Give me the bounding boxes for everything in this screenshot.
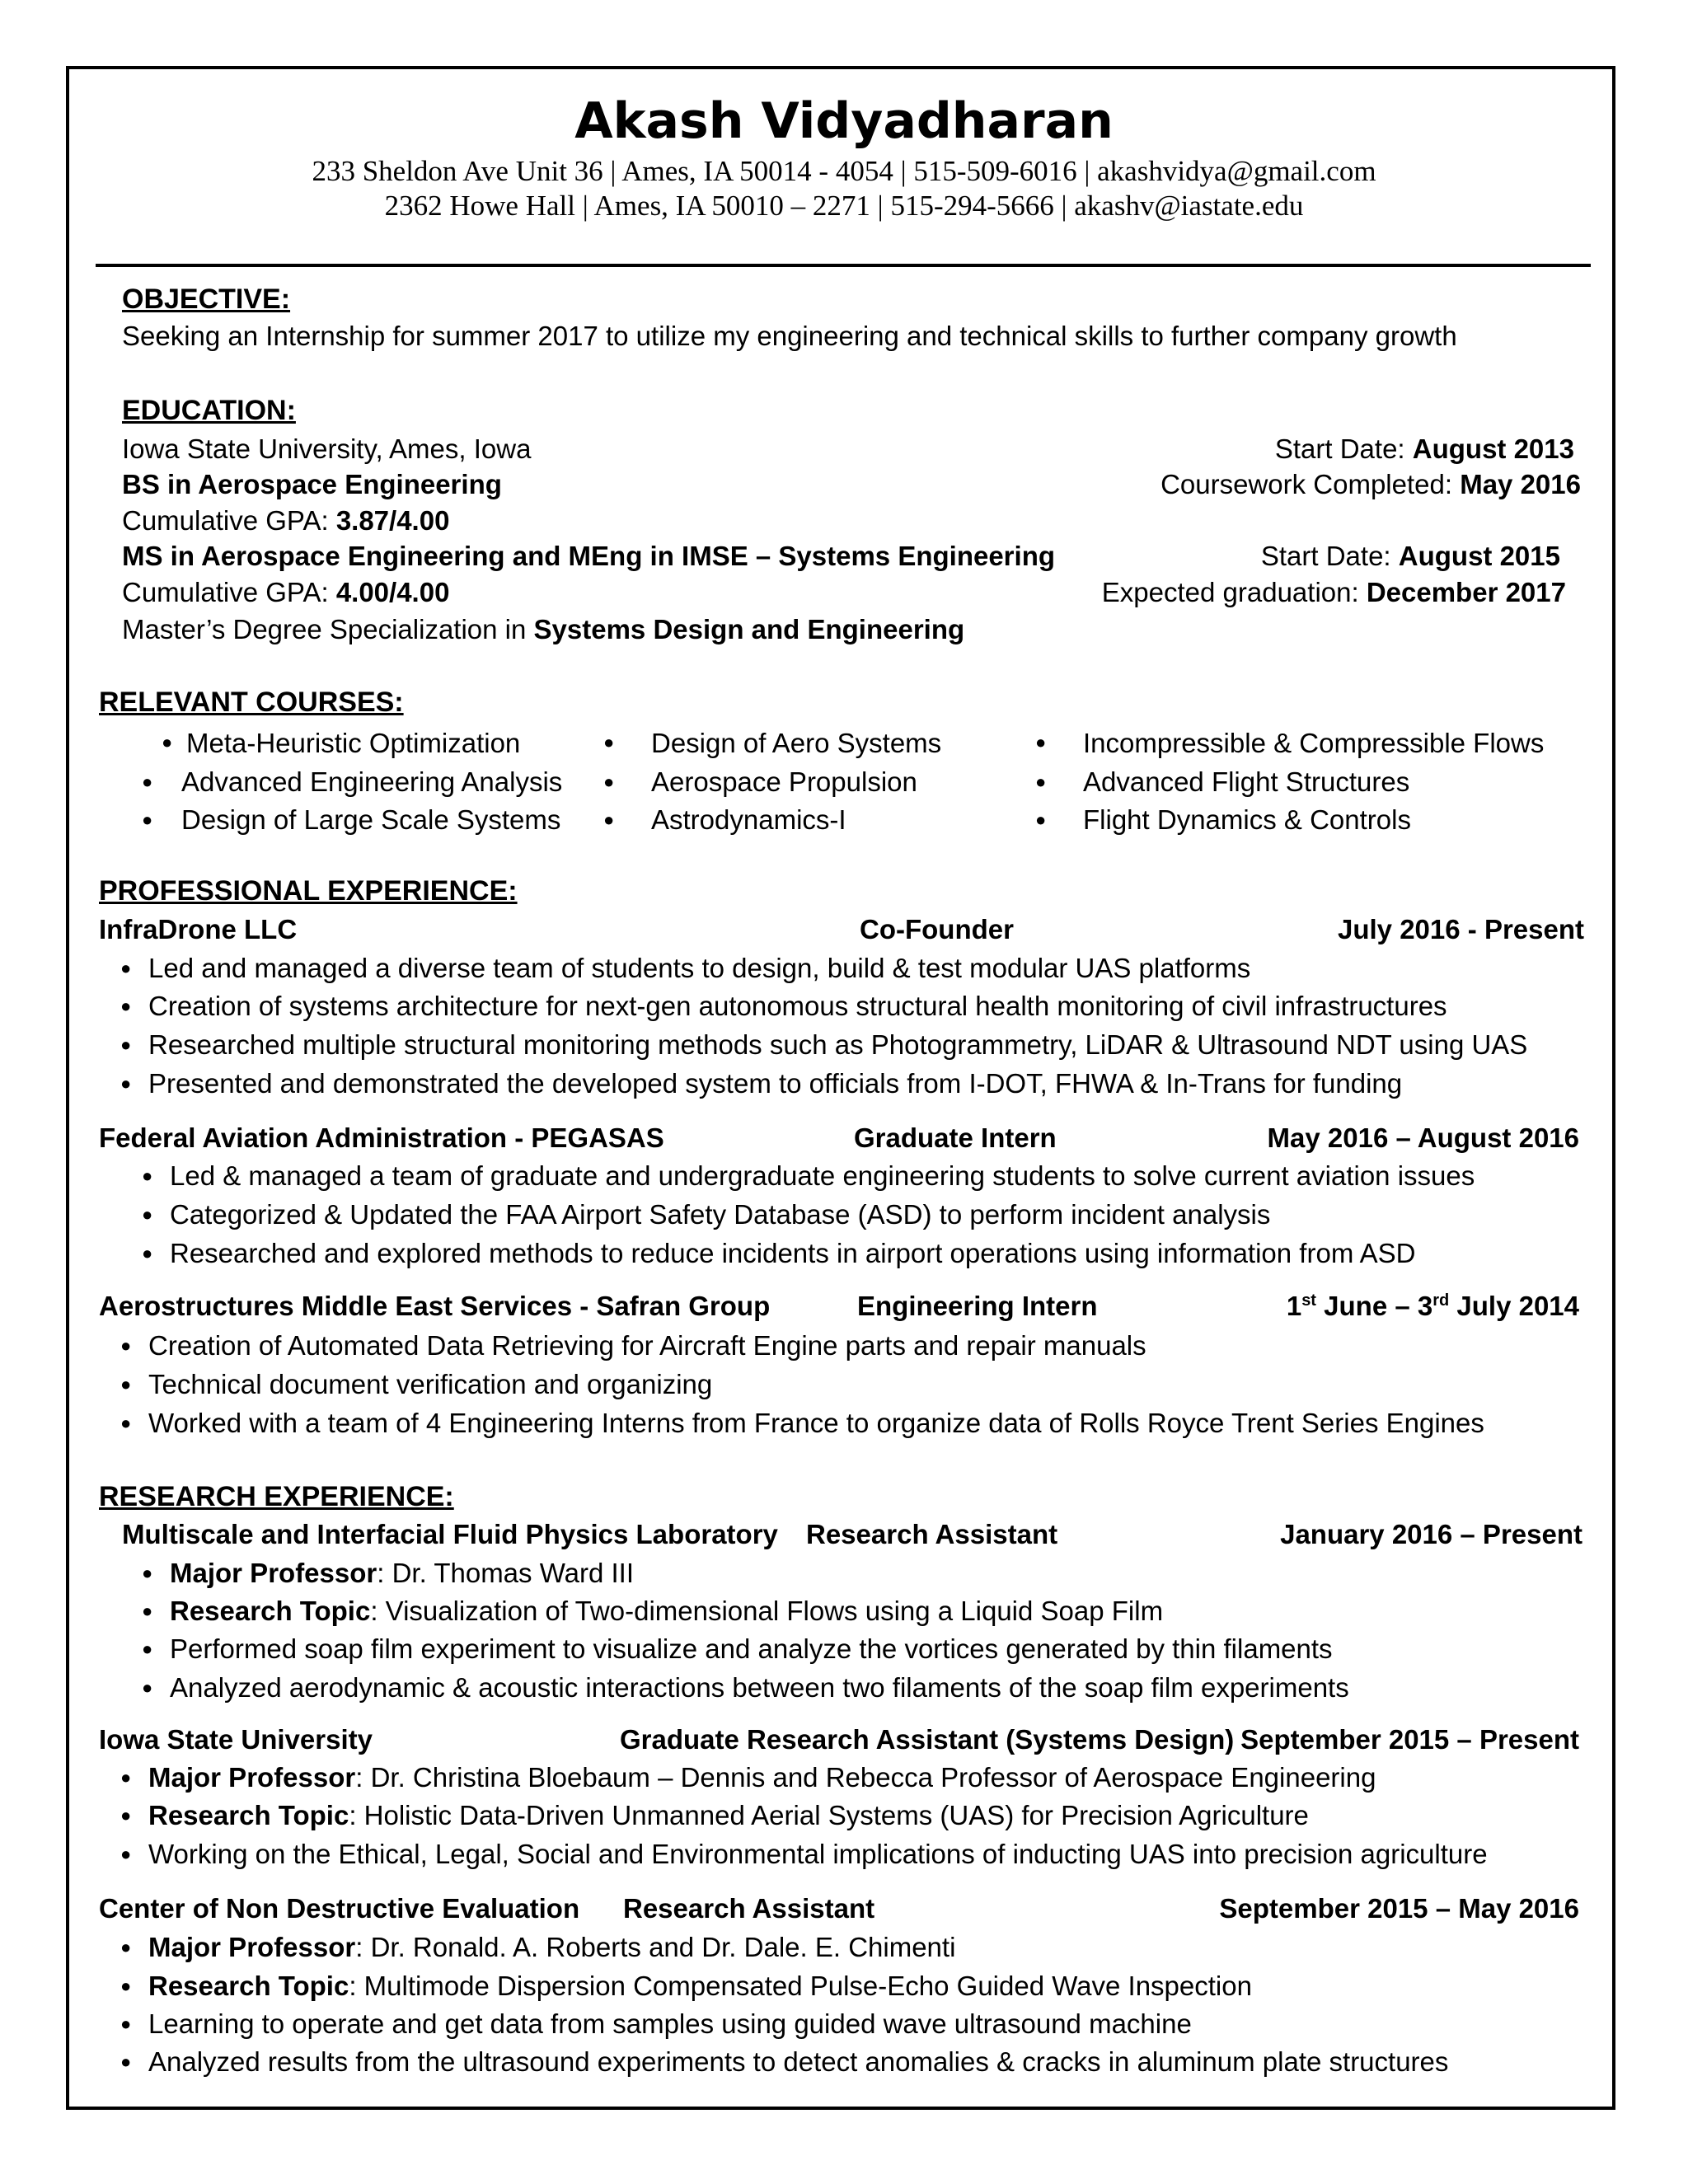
- gpa-value: 4.00/4.00: [335, 577, 450, 607]
- research-org: Center of Non Destructive Evaluation: [99, 1893, 580, 1924]
- education-start-date-ms: [1261, 541, 1560, 572]
- course-item: Aerospace Propulsion: [651, 766, 917, 797]
- research-role: Graduate Research Assistant (Systems Design): [620, 1724, 1235, 1755]
- professor-value: : Dr. Christina Bloebaum – Dennis and Rebecca Professor of Aerospace Engineering: [355, 1762, 1376, 1793]
- research-topic: [148, 1971, 1252, 2002]
- job-dates: [1287, 1291, 1579, 1322]
- education-ms-degree: MS in Aerospace Engineering and MEng in IMSE – Systems Engineering: [122, 541, 1056, 571]
- objective-text: Seeking an Internship for summer 2017 to utilize my engineering and technical skills to further company growth: [122, 321, 1457, 351]
- bullet-icon: ●: [120, 1844, 132, 1864]
- research-dates: January 2016 – Present: [1280, 1519, 1582, 1549]
- gpa-label: Cumulative GPA:: [122, 577, 336, 607]
- specialization-label: Master’s Degree Specialization in: [122, 614, 534, 644]
- date-part: 1: [1286, 1291, 1302, 1321]
- bullet-icon: ●: [120, 1805, 132, 1825]
- job-bullet: Led & managed a team of graduate and undergraduate engineering students to solve current aviation issues: [170, 1160, 1475, 1191]
- research-heading: RESEARCH EXPERIENCE:: [99, 1481, 454, 1512]
- job-bullet: Led and managed a diverse team of students to design, build & test modular UAS platforms: [148, 953, 1251, 983]
- research-org: Multiscale and Interfacial Fluid Physics Laboratory: [122, 1519, 778, 1549]
- job-org: Aerostructures Middle East Services - Safran Group: [99, 1291, 771, 1321]
- bullet-icon: ●: [603, 732, 615, 752]
- bullet-icon: ●: [1035, 809, 1047, 830]
- course-item: Meta-Heuristic Optimization: [186, 728, 521, 758]
- bullet-icon: ●: [142, 1243, 153, 1263]
- bullet-icon: ●: [120, 1975, 132, 1996]
- date-part: June – 3: [1315, 1291, 1433, 1321]
- topic-value: : Visualization of Two-dimensional Flows using a Liquid Soap Film: [370, 1596, 1164, 1626]
- topic-value: : Holistic Data-Driven Unmanned Aerial Systems (UAS) for Precision Agriculture: [349, 1800, 1309, 1830]
- bullet-icon: ●: [142, 1677, 153, 1698]
- bullet-icon: ●: [120, 1413, 132, 1433]
- education-gpa-bs: [122, 505, 449, 537]
- bullet-icon: ●: [120, 1374, 132, 1394]
- job-role: Engineering Intern: [857, 1291, 1098, 1321]
- research-topic: [170, 1596, 1163, 1627]
- course-item: Design of Large Scale Systems: [181, 804, 561, 835]
- contact-line-home: 233 Sheldon Ave Unit 36 | Ames, IA 50014 - 4054 | 515-509-6016 | akashvidya@gmail.com: [312, 155, 1376, 187]
- job-dates: May 2016 – August 2016: [1267, 1122, 1579, 1153]
- course-item: Design of Aero Systems: [651, 728, 942, 758]
- expected-value: December 2017: [1366, 577, 1566, 607]
- research-dates: September 2015 – May 2016: [1219, 1893, 1579, 1924]
- bullet-icon: ●: [142, 1563, 153, 1583]
- research-role: Research Assistant: [806, 1519, 1058, 1549]
- job-bullet: Technical document verification and organizing: [148, 1369, 713, 1399]
- courses-heading: RELEVANT COURSES:: [99, 687, 404, 718]
- course-item: Advanced Engineering Analysis: [181, 766, 563, 797]
- bullet-icon: ●: [142, 771, 153, 792]
- course-item: Incompressible & Compressible Flows: [1083, 728, 1545, 758]
- bullet-icon: ●: [120, 958, 132, 978]
- bullet-icon: ●: [142, 1204, 153, 1225]
- bullet-icon: ●: [1035, 771, 1047, 792]
- education-heading: EDUCATION:: [122, 395, 296, 426]
- job-role: Co-Founder: [860, 914, 1014, 944]
- bullet-icon: ●: [120, 996, 132, 1016]
- gpa-value: 3.87/4.00: [335, 505, 450, 536]
- start-date-label: Start Date:: [1260, 541, 1399, 571]
- header-divider: [96, 264, 1591, 267]
- bullet-icon: ●: [120, 2013, 132, 2034]
- research-dates: September 2015 – Present: [1240, 1724, 1579, 1755]
- date-ordinal: rd: [1432, 1291, 1450, 1310]
- research-bullet: Learning to operate and get data from samples using guided wave ultrasound machine: [148, 2008, 1192, 2039]
- education-start-date-bs: [1275, 434, 1574, 465]
- objective-heading: OBJECTIVE:: [122, 284, 291, 315]
- job-org: Federal Aviation Administration - PEGASAS: [99, 1122, 664, 1153]
- bullet-icon: ●: [120, 1937, 132, 1957]
- bullet-icon: ●: [120, 1335, 132, 1356]
- bullet-icon: ●: [162, 732, 173, 752]
- bullet-icon: ●: [142, 1638, 153, 1659]
- research-bullet: Analyzed results from the ultrasound experiments to detect anomalies & cracks in aluminum plate structures: [148, 2046, 1449, 2077]
- topic-label: Research Topic: [170, 1596, 371, 1626]
- job-bullet: Creation of systems architecture for next-gen autonomous structural health monitoring of civil infrastructures: [148, 991, 1447, 1021]
- course-item: Advanced Flight Structures: [1083, 766, 1410, 797]
- job-bullet: Worked with a team of 4 Engineering Interns from France to organize data of Rolls Royce Trent Series Engines: [148, 1408, 1484, 1438]
- job-bullet: Researched and explored methods to reduce incidents in airport operations using information from ASD: [170, 1238, 1416, 1268]
- bullet-icon: ●: [120, 1073, 132, 1094]
- contact-line-office: 2362 Howe Hall | Ames, IA 50010 – 2271 | 515-294-5666 | akashv@iastate.edu: [384, 190, 1304, 222]
- professor-label: Major Professor: [148, 1762, 356, 1793]
- course-item: Flight Dynamics & Controls: [1083, 804, 1411, 835]
- bullet-icon: ●: [142, 1601, 153, 1621]
- bullet-icon: ●: [142, 809, 153, 830]
- expected-label: Expected graduation:: [1101, 577, 1367, 607]
- education-specialization: [122, 614, 964, 645]
- job-bullet: Creation of Automated Data Retrieving for Aircraft Engine parts and repair manuals: [148, 1330, 1146, 1361]
- research-bullet: Working on the Ethical, Legal, Social and Environmental implications of inducting UAS into precision agriculture: [148, 1839, 1488, 1869]
- job-bullet: Presented and demonstrated the developed system to officials from I-DOT, FHWA & In-Trans for funding: [148, 1068, 1403, 1099]
- date-ordinal: st: [1301, 1291, 1316, 1310]
- bullet-icon: ●: [603, 809, 615, 830]
- bullet-icon: ●: [603, 771, 615, 792]
- research-professor: [148, 1932, 955, 1963]
- start-date-label: Start Date:: [1274, 434, 1413, 464]
- topic-value: : Multimode Dispersion Compensated Pulse-Echo Guided Wave Inspection: [349, 1971, 1252, 2001]
- specialization-value: Systems Design and Engineering: [533, 614, 965, 644]
- coursework-label: Coursework Completed:: [1160, 469, 1461, 499]
- education-school: Iowa State University, Ames, Iowa: [122, 434, 532, 464]
- start-date-value: August 2013: [1412, 434, 1574, 464]
- education-expected-graduation: [1102, 577, 1566, 608]
- job-bullet: Categorized & Updated the FAA Airport Safety Database (ASD) to perform incident analysis: [170, 1199, 1271, 1230]
- bullet-icon: ●: [1035, 732, 1047, 752]
- job-org: InfraDrone LLC: [99, 914, 298, 944]
- bullet-icon: ●: [120, 1034, 132, 1055]
- job-role: Graduate Intern: [854, 1122, 1057, 1153]
- research-org: Iowa State University: [99, 1724, 373, 1755]
- research-bullet: Analyzed aerodynamic & acoustic interactions between two filaments of the soap film experiments: [170, 1672, 1349, 1703]
- education-bs-degree: BS in Aerospace Engineering: [122, 469, 502, 499]
- professor-label: Major Professor: [148, 1932, 356, 1962]
- research-professor: [148, 1762, 1376, 1793]
- coursework-value: May 2016: [1460, 469, 1581, 499]
- topic-label: Research Topic: [148, 1800, 349, 1830]
- bullet-icon: ●: [120, 2051, 132, 2072]
- education-coursework-completed: [1160, 469, 1581, 500]
- research-role: Research Assistant: [623, 1893, 875, 1924]
- professor-label: Major Professor: [170, 1558, 377, 1588]
- job-dates: July 2016 - Present: [1338, 914, 1584, 944]
- professor-value: : Dr. Ronald. A. Roberts and Dr. Dale. E. Chimenti: [355, 1932, 956, 1962]
- professor-value: : Dr. Thomas Ward III: [377, 1558, 634, 1588]
- research-professor: [170, 1558, 634, 1589]
- candidate-name: Akash Vidyadharan: [574, 92, 1114, 150]
- bullet-icon: ●: [142, 1165, 153, 1186]
- education-gpa-ms: [122, 577, 449, 608]
- bullet-icon: ●: [120, 1767, 132, 1788]
- gpa-label: Cumulative GPA:: [122, 505, 336, 536]
- start-date-value: August 2015: [1398, 541, 1560, 571]
- research-topic: [148, 1800, 1309, 1831]
- job-bullet: Researched multiple structural monitoring methods such as Photogrammetry, LiDAR & Ultrasound NDT using UAS: [148, 1029, 1528, 1060]
- topic-label: Research Topic: [148, 1971, 349, 2001]
- date-part: July 2014: [1449, 1291, 1579, 1321]
- course-item: Astrodynamics-I: [651, 804, 846, 835]
- research-bullet: Performed soap film experiment to visualize and analyze the vortices generated by thin filaments: [170, 1633, 1333, 1664]
- professional-heading: PROFESSIONAL EXPERIENCE:: [99, 875, 518, 907]
